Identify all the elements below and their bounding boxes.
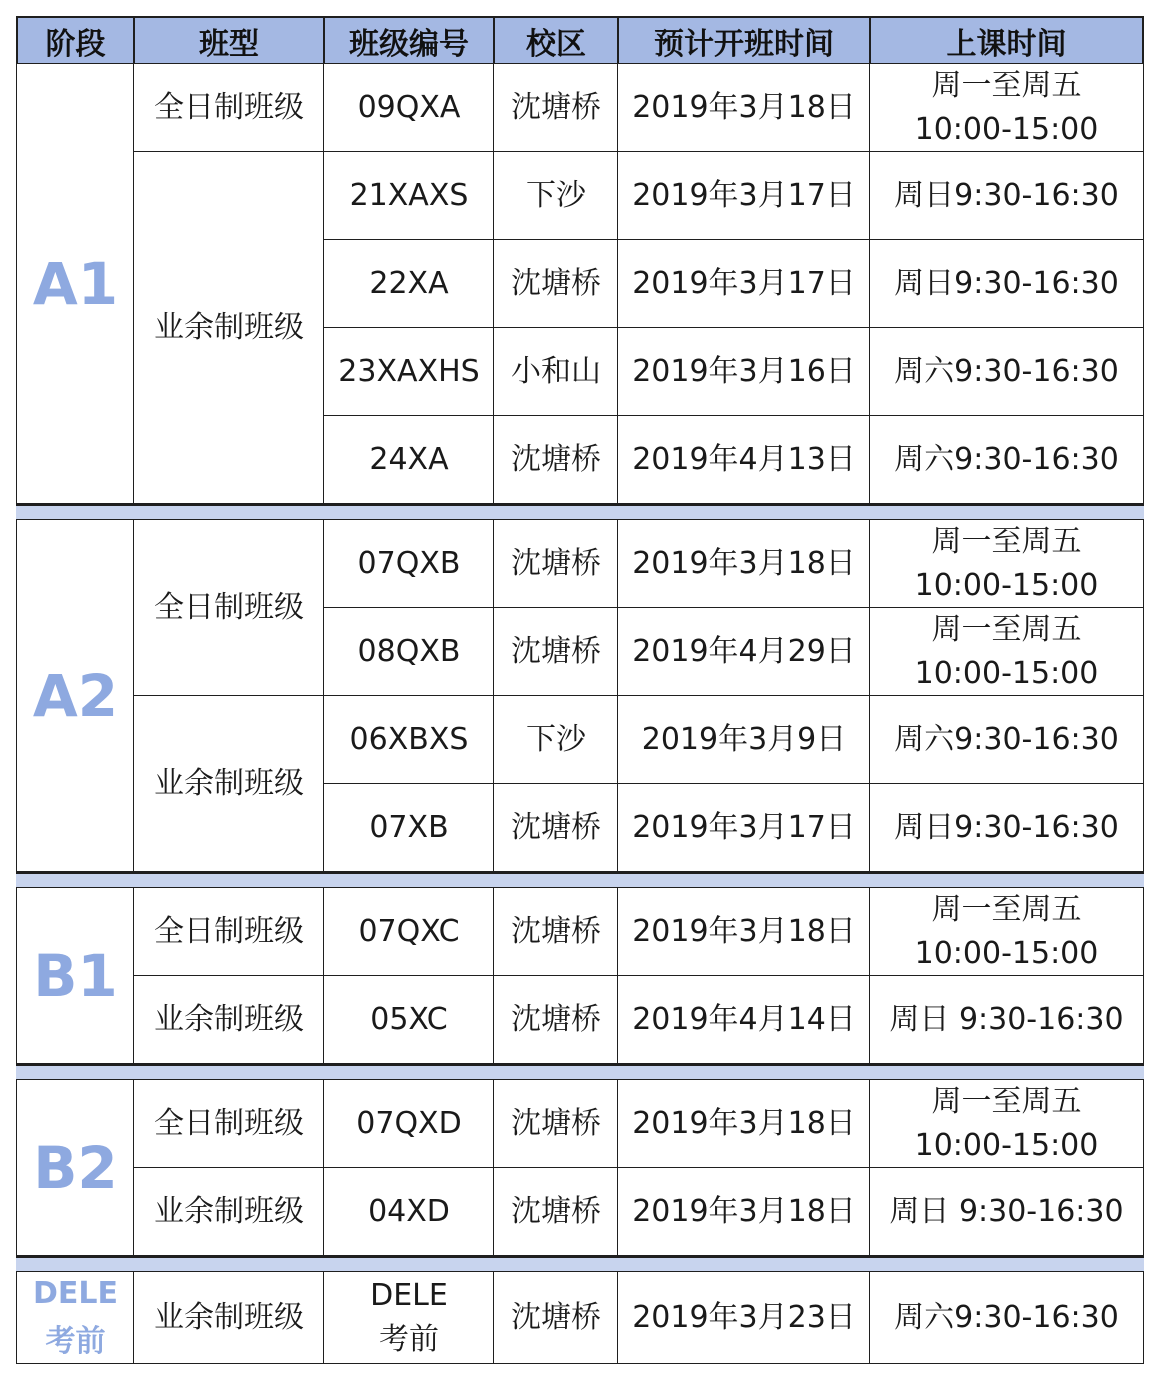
start-date: 2019年4月14日 bbox=[617, 975, 871, 1064]
class-code: 07QXB bbox=[323, 519, 495, 609]
class-type-full-time: 全日制班级 bbox=[133, 1079, 325, 1169]
class-code: 08QXB bbox=[323, 607, 495, 697]
header-start-date: 预计开班时间 bbox=[617, 16, 871, 65]
class-time: 周六9:30-16:30 bbox=[869, 327, 1144, 417]
class-code: 07XB bbox=[323, 783, 495, 872]
class-code: 09QXA bbox=[323, 63, 495, 153]
campus: 沈塘桥 bbox=[493, 1079, 619, 1169]
start-date: 2019年3月17日 bbox=[617, 783, 871, 872]
class-time: 周一至周五 10:00-15:00 bbox=[869, 1079, 1144, 1169]
class-time: 周日9:30-16:30 bbox=[869, 783, 1144, 872]
header-campus: 校区 bbox=[493, 16, 619, 65]
class-type-part-time: 业余制班级 bbox=[133, 695, 325, 872]
campus: 下沙 bbox=[493, 151, 619, 241]
stage-b2: B2 bbox=[16, 1079, 135, 1256]
stage-b1: B1 bbox=[16, 887, 135, 1064]
class-time: 周日9:30-16:30 bbox=[869, 239, 1144, 329]
start-date: 2019年3月18日 bbox=[617, 887, 871, 977]
class-time: 周一至周五 10:00-15:00 bbox=[869, 887, 1144, 977]
start-date: 2019年3月18日 bbox=[617, 1079, 871, 1169]
stage-dele: DELE 考前 bbox=[16, 1271, 135, 1364]
class-time: 周日9:30-16:30 bbox=[869, 151, 1144, 241]
class-type-full-time: 全日制班级 bbox=[133, 519, 325, 697]
class-time: 周一至周五 10:00-15:00 bbox=[869, 607, 1144, 697]
campus: 沈塘桥 bbox=[493, 975, 619, 1064]
class-code: 06XBXS bbox=[323, 695, 495, 785]
class-code: DELE 考前 bbox=[323, 1271, 495, 1364]
class-type-part-time: 业余制班级 bbox=[133, 151, 325, 504]
campus: 沈塘桥 bbox=[493, 63, 619, 153]
class-time: 周一至周五 10:00-15:00 bbox=[869, 63, 1144, 153]
class-code: 04XD bbox=[323, 1167, 495, 1256]
campus: 下沙 bbox=[493, 695, 619, 785]
campus: 沈塘桥 bbox=[493, 239, 619, 329]
class-time: 周日 9:30-16:30 bbox=[869, 1167, 1144, 1256]
start-date: 2019年3月17日 bbox=[617, 151, 871, 241]
class-time: 周六9:30-16:30 bbox=[869, 1271, 1144, 1364]
class-time: 周一至周五 10:00-15:00 bbox=[869, 519, 1144, 609]
campus: 小和山 bbox=[493, 327, 619, 417]
start-date: 2019年4月29日 bbox=[617, 607, 871, 697]
class-code: 24XA bbox=[323, 415, 495, 504]
start-date: 2019年3月23日 bbox=[617, 1271, 871, 1364]
header-stage: 阶段 bbox=[16, 16, 135, 65]
campus: 沈塘桥 bbox=[493, 1167, 619, 1256]
class-time: 周六9:30-16:30 bbox=[869, 695, 1144, 785]
start-date: 2019年3月18日 bbox=[617, 1167, 871, 1256]
class-type-full-time: 全日制班级 bbox=[133, 63, 325, 153]
start-date: 2019年3月9日 bbox=[617, 695, 871, 785]
stage-a1: A1 bbox=[16, 63, 135, 504]
campus: 沈塘桥 bbox=[493, 1271, 619, 1364]
class-type-part-time: 业余制班级 bbox=[133, 1167, 325, 1256]
campus: 沈塘桥 bbox=[493, 887, 619, 977]
campus: 沈塘桥 bbox=[493, 607, 619, 697]
header-class-code: 班级编号 bbox=[323, 16, 495, 65]
class-type-part-time: 业余制班级 bbox=[133, 975, 325, 1064]
class-code: 07QXD bbox=[323, 1079, 495, 1169]
class-code: 05XC bbox=[323, 975, 495, 1064]
campus: 沈塘桥 bbox=[493, 783, 619, 872]
class-code: 21XAXS bbox=[323, 151, 495, 241]
start-date: 2019年3月18日 bbox=[617, 63, 871, 153]
class-code: 22XA bbox=[323, 239, 495, 329]
class-type-full-time: 全日制班级 bbox=[133, 887, 325, 977]
campus: 沈塘桥 bbox=[493, 519, 619, 609]
class-time: 周日 9:30-16:30 bbox=[869, 975, 1144, 1064]
stage-a2: A2 bbox=[16, 519, 135, 872]
campus: 沈塘桥 bbox=[493, 415, 619, 504]
start-date: 2019年4月13日 bbox=[617, 415, 871, 504]
class-code: 23XAXHS bbox=[323, 327, 495, 417]
start-date: 2019年3月16日 bbox=[617, 327, 871, 417]
start-date: 2019年3月18日 bbox=[617, 519, 871, 609]
class-type-part-time: 业余制班级 bbox=[133, 1271, 325, 1364]
class-code: 07QXC bbox=[323, 887, 495, 977]
start-date: 2019年3月17日 bbox=[617, 239, 871, 329]
header-class-time: 上课时间 bbox=[869, 16, 1144, 65]
class-time: 周六9:30-16:30 bbox=[869, 415, 1144, 504]
header-class-type: 班型 bbox=[133, 16, 325, 65]
